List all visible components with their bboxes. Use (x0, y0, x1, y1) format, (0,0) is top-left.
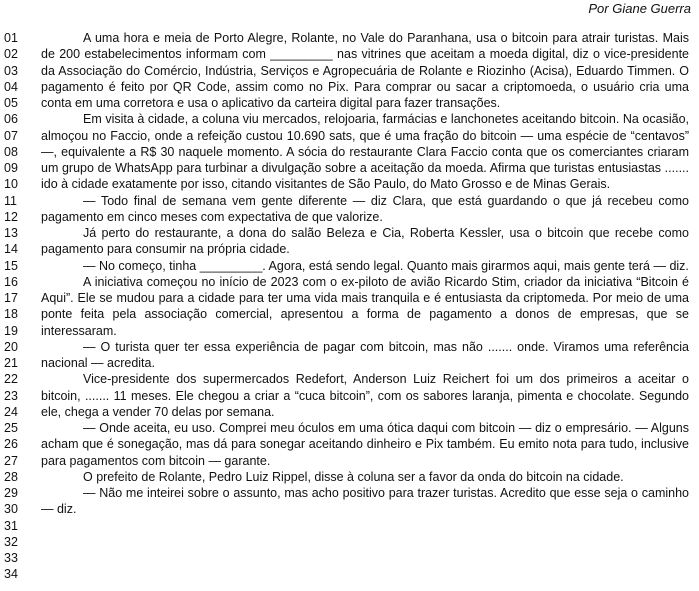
line-number: 05 (4, 96, 18, 110)
line-number: 06 (4, 112, 18, 127)
paragraph: A uma hora e meia de Porto Alegre, Rolante, no Vale do Paranhana, usa o bitcoin para atrair turistas. Mais de 200 estabelecimentos informam com _________ nas vitrines que aceitam a moeda digital, diz o vice-presidente da Associação do Comércio, Indústria, Serviços e Agropecuária de Rolante e Riozinho (Acisa), Eduardo Timmen. O pagamento é feito por QR Code, assim como no Pix. Para comprar ou sacar a criptomoeda, o usuário cria uma conta em uma corretora e usa o aplicativo da carteira digital para fazer transações. (41, 31, 689, 110)
paragraph: — Onde aceita, eu uso. Comprei meu óculos em uma ótica daqui com bitcoin — diz o empresário. — Alguns acham que é sonegação, mas dá para sonegar aceitando dinheiro e Pix também. Eu emito nota para tudo, inclusive para pagamentos com bitcoin — garante. (41, 421, 689, 468)
paragraph: — Todo final de semana vem gente diferente — diz Clara, que está guardando o que já recebeu como pagamento em cinco meses com expectativa de que valorize. (41, 193, 689, 224)
article-body (41, 30, 689, 518)
line-number: 29 (4, 486, 18, 500)
line-number: 24 (4, 404, 18, 419)
line-number: 34 (4, 567, 18, 582)
line-number: 22 (4, 372, 18, 387)
line-number: 12 (4, 209, 18, 224)
line-number: 28 (4, 469, 18, 484)
line-number: 08 (4, 144, 18, 159)
line-number: 25 (4, 421, 18, 435)
line-number: 26 (4, 437, 18, 452)
line-number: 11 (4, 193, 17, 208)
line-number: 04 (4, 79, 18, 94)
paragraph: Já perto do restaurante, a dona do salão Beleza e Cia, Roberta Kessler, usa o bitcoin que recebe como pagamento para consumir na própria cidade. (41, 226, 689, 257)
line-number: 19 (4, 323, 18, 338)
paragraph: Vice-presidente dos supermercados Redefort, Anderson Luiz Reichert foi um dos primeiros a aceitar o bitcoin, ....... 11 meses. Ele chegou a criar a “cuca bitcoin”, com os sabores laranja, pimenta e chocolate. Segundo ele, chega a vender 70 delas por semana. (41, 372, 689, 419)
paragraph: A iniciativa começou no início de 2023 com o ex-piloto de avião Ricardo Stim, criador da iniciativa “Bitcoin é Aqui”. Ele se mudou para a cidade para ter uma vida mais tranquila e é entusiasta da criptomeda. Por meio de uma ponte feita pela associação comercial, apresentou a forma de pagamento a donos de empresas, que se interessaram. (41, 274, 689, 338)
line-number: 16 (4, 274, 18, 289)
line-number: 02 (4, 47, 18, 62)
line-number: 31 (4, 518, 18, 533)
line-number: 14 (4, 242, 18, 257)
line-number: 01 (4, 31, 18, 45)
paragraph: O prefeito de Rolante, Pedro Luiz Rippel, disse à coluna ser a favor da onda do bitcoin na cidade. (83, 469, 624, 484)
line-number: 10 (4, 177, 18, 192)
line-number: 20 (4, 339, 18, 354)
line-number: 03 (4, 63, 18, 78)
paragraph: — O turista quer ter essa experiência de pagar com bitcoin, mas não ....... onde. Viramos uma referência nacional — acredita. (41, 339, 689, 370)
line-number: 21 (4, 356, 18, 370)
line-number: 30 (4, 502, 18, 517)
paragraph: — No começo, tinha _________. Agora, está sendo legal. Quanto mais girarmos aqui, mais gente terá — diz. (83, 258, 689, 273)
line-number: 18 (4, 307, 18, 322)
byline: Por Giane Guerra (588, 1, 691, 16)
line-number: 13 (4, 226, 18, 240)
line-numbers (4, 30, 34, 583)
paragraph: — Não me inteirei sobre o assunto, mas acho positivo para trazer turistas. Acredito que esse seja o caminho — diz. (41, 486, 689, 517)
line-number: 15 (4, 258, 18, 273)
line-number: 07 (4, 128, 18, 143)
line-number: 33 (4, 551, 18, 565)
line-number: 32 (4, 534, 18, 549)
line-number: 09 (4, 161, 18, 175)
line-number: 27 (4, 453, 18, 468)
line-number: 17 (4, 291, 18, 305)
line-number: 23 (4, 388, 18, 403)
paragraph: Em visita à cidade, a coluna viu mercados, relojoaria, farmácias e lanchonetes aceitando bitcoin. Na ocasião, almoçou no Faccio, onde a refeição custou 10.690 sats, que é uma fração do bitcoin — uma espécie de “centavos” —, equivalente a R$ 30 naquele momento. A sócia do restaurante Clara Faccio conta que os comerciantes criaram um grupo de WhatsApp para turbinar a divulgação sobre a aceitação da moeda. Afirma que turistas entusiastas ....... ido à cidade exatamente por isso, citando visitantes de São Paulo, do Mato Grosso e de Minas Gerais. (41, 112, 689, 192)
